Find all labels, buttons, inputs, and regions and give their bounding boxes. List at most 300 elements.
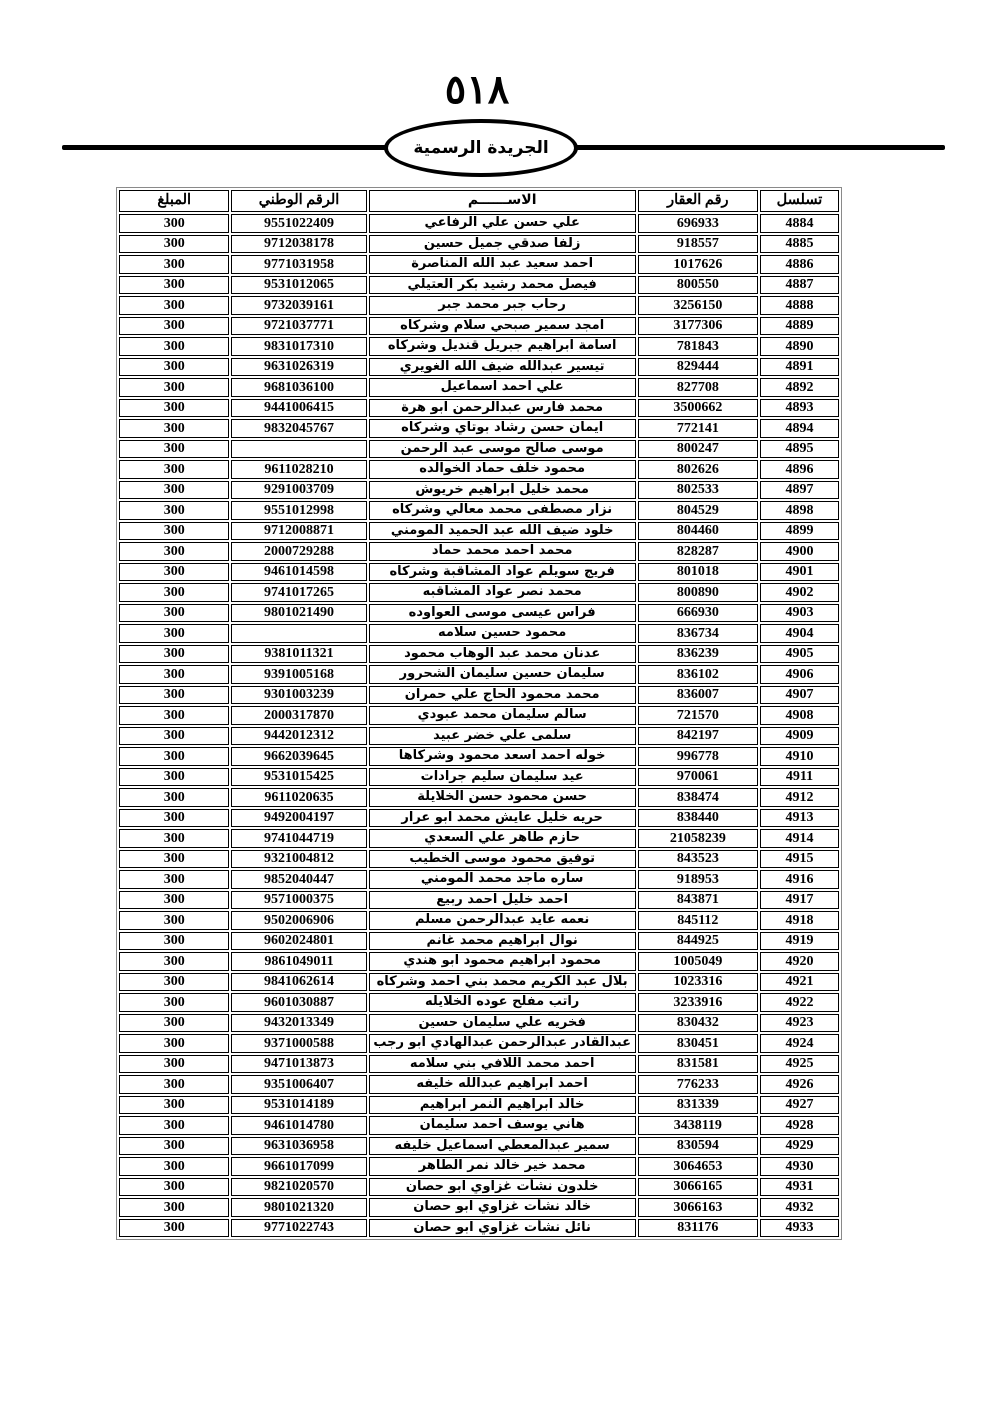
cell-national-number: 9631036958 [231, 1137, 366, 1156]
cell-national-number: 9832045767 [231, 419, 366, 438]
table-row [119, 891, 839, 910]
cell-amount: 300 [119, 317, 229, 336]
cell-amount: 300 [119, 870, 229, 889]
table-header-row [119, 190, 839, 212]
table-row [119, 501, 839, 520]
cell-name: محمود حسين سلامه [369, 624, 636, 643]
cell-amount: 300 [119, 1198, 229, 1217]
cell-amount: 300 [119, 747, 229, 766]
records-table [116, 187, 842, 1240]
table-row [119, 686, 839, 705]
cell-serial: 4917 [760, 891, 839, 910]
cell-national-number: 9301003239 [231, 686, 366, 705]
table-row [119, 747, 839, 766]
cell-name: احمد سعيد عبد الله المناصرة [369, 255, 636, 274]
cell-serial: 4901 [760, 563, 839, 582]
table-row [119, 932, 839, 951]
cell-property-number: 838440 [638, 809, 758, 828]
table-row [119, 440, 839, 459]
cell-property-number: 836007 [638, 686, 758, 705]
cell-name: رحاب جبر محمد جبر [369, 296, 636, 315]
cell-serial: 4896 [760, 460, 839, 479]
cell-national-number: 9741044719 [231, 829, 366, 848]
cell-amount: 300 [119, 460, 229, 479]
cell-amount: 300 [119, 911, 229, 930]
cell-serial: 4915 [760, 850, 839, 869]
header-national-number: الرقم الوطني [231, 190, 366, 212]
cell-national-number: 9531015425 [231, 768, 366, 787]
cell-name: محمد محمود الحاج علي حمران [369, 686, 636, 705]
table-row [119, 1055, 839, 1074]
cell-serial: 4914 [760, 829, 839, 848]
cell-property-number: 800247 [638, 440, 758, 459]
cell-name: عبدالقادر عبدالرحمن عبدالهادي ابو رجب [369, 1034, 636, 1053]
cell-amount: 300 [119, 1219, 229, 1238]
cell-serial: 4925 [760, 1055, 839, 1074]
cell-amount: 300 [119, 932, 229, 951]
cell-national-number: 9371000588 [231, 1034, 366, 1053]
cell-name: محمد احمد محمد حماد [369, 542, 636, 561]
cell-serial: 4903 [760, 604, 839, 623]
cell-name: راتب مفلح عوده الخلايله [369, 993, 636, 1012]
cell-serial: 4909 [760, 727, 839, 746]
cell-property-number: 800890 [638, 583, 758, 602]
cell-property-number: 831581 [638, 1055, 758, 1074]
cell-property-number: 970061 [638, 768, 758, 787]
cell-name: خالد نشأت غزاوي ابو حصان [369, 1198, 636, 1217]
table-row [119, 378, 839, 397]
table-row [119, 1219, 839, 1238]
table-row [119, 727, 839, 746]
cell-property-number: 830594 [638, 1137, 758, 1156]
cell-national-number: 9291003709 [231, 481, 366, 500]
cell-serial: 4894 [760, 419, 839, 438]
cell-national-number: 9662039645 [231, 747, 366, 766]
cell-property-number: 3256150 [638, 296, 758, 315]
cell-serial: 4884 [760, 214, 839, 233]
cell-property-number: 830451 [638, 1034, 758, 1053]
cell-name: ايمان حسن رشاد بوتاي وشركاه [369, 419, 636, 438]
header-serial: تسلسل [760, 190, 839, 212]
cell-national-number: 9492004197 [231, 809, 366, 828]
table-row [119, 1116, 839, 1135]
cell-property-number: 830432 [638, 1014, 758, 1033]
cell-property-number: 836734 [638, 624, 758, 643]
cell-name: فراس عيسى موسى العواوده [369, 604, 636, 623]
cell-name: عدنان محمد عبد الوهاب محمود [369, 645, 636, 664]
cell-property-number: 696933 [638, 214, 758, 233]
cell-national-number: 9601030887 [231, 993, 366, 1012]
cell-amount: 300 [119, 829, 229, 848]
cell-national-number: 9801021490 [231, 604, 366, 623]
cell-serial: 4932 [760, 1198, 839, 1217]
cell-serial: 4905 [760, 645, 839, 664]
cell-amount: 300 [119, 501, 229, 520]
cell-national-number: 9661017099 [231, 1157, 366, 1176]
cell-serial: 4916 [760, 870, 839, 889]
cell-amount: 300 [119, 378, 229, 397]
cell-national-number: 9321004812 [231, 850, 366, 869]
cell-amount: 300 [119, 1014, 229, 1033]
cell-property-number: 831176 [638, 1219, 758, 1238]
table-row [119, 973, 839, 992]
table-row [119, 1075, 839, 1094]
cell-serial: 4913 [760, 809, 839, 828]
cell-name: نعمه عايد عبدالرحمن مسلم [369, 911, 636, 930]
cell-national-number: 9351006407 [231, 1075, 366, 1094]
cell-national-number: 9771022743 [231, 1219, 366, 1238]
cell-serial: 4904 [760, 624, 839, 643]
cell-national-number: 9381011321 [231, 645, 366, 664]
table-row [119, 255, 839, 274]
cell-amount: 300 [119, 973, 229, 992]
cell-national-number: 9391005168 [231, 665, 366, 684]
cell-amount: 300 [119, 624, 229, 643]
cell-amount: 300 [119, 1178, 229, 1197]
cell-property-number: 836102 [638, 665, 758, 684]
table-row [119, 235, 839, 254]
cell-name: زلفا صدقي جميل حسين [369, 235, 636, 254]
table-row [119, 952, 839, 971]
table-row [119, 1096, 839, 1115]
cell-name: نزار مصطفى محمد معالي وشركاه [369, 501, 636, 520]
cell-amount: 300 [119, 952, 229, 971]
cell-national-number: 9741017265 [231, 583, 366, 602]
cell-serial: 4918 [760, 911, 839, 930]
table-row [119, 911, 839, 930]
table-row [119, 604, 839, 623]
cell-name: سمير عبدالمعطي اسماعيل خليفه [369, 1137, 636, 1156]
cell-national-number: 9571000375 [231, 891, 366, 910]
cell-name: خوله احمد اسعد محمود وشركاها [369, 747, 636, 766]
cell-property-number: 3066165 [638, 1178, 758, 1197]
cell-serial: 4899 [760, 522, 839, 541]
cell-amount: 300 [119, 891, 229, 910]
table-row [119, 1198, 839, 1217]
cell-property-number: 3177306 [638, 317, 758, 336]
cell-serial: 4893 [760, 399, 839, 418]
cell-property-number: 3233916 [638, 993, 758, 1012]
cell-name: محمود ابراهيم محمود ابو هندي [369, 952, 636, 971]
table-row [119, 563, 839, 582]
cell-name: خلود ضيف الله عبد الحميد المومني [369, 522, 636, 541]
cell-property-number: 802533 [638, 481, 758, 500]
table-row [119, 522, 839, 541]
cell-name: فيصل محمد رشيد بكر العتيلي [369, 276, 636, 295]
table-row [119, 850, 839, 869]
cell-national-number: 9551022409 [231, 214, 366, 233]
cell-serial: 4930 [760, 1157, 839, 1176]
gazette-banner-label: الجريدة الرسمية [413, 138, 549, 158]
cell-serial: 4907 [760, 686, 839, 705]
cell-serial: 4931 [760, 1178, 839, 1197]
cell-amount: 300 [119, 235, 229, 254]
cell-property-number: 843523 [638, 850, 758, 869]
cell-name: سالم سليمان محمد عبودي [369, 706, 636, 725]
cell-serial: 4886 [760, 255, 839, 274]
cell-property-number: 836239 [638, 645, 758, 664]
table-row [119, 993, 839, 1012]
table-row [119, 829, 839, 848]
cell-amount: 300 [119, 706, 229, 725]
table-row [119, 870, 839, 889]
cell-amount: 300 [119, 1137, 229, 1156]
table-row [119, 542, 839, 561]
cell-national-number: 9771031958 [231, 255, 366, 274]
cell-national-number: 9721037771 [231, 317, 366, 336]
cell-serial: 4902 [760, 583, 839, 602]
cell-name: نوال ابراهيم محمد غانم [369, 932, 636, 951]
cell-national-number: 9831017310 [231, 337, 366, 356]
cell-property-number: 800550 [638, 276, 758, 295]
cell-name: علي حسن علي الرفاعي [369, 214, 636, 233]
table-row [119, 624, 839, 643]
table-row [119, 1014, 839, 1033]
header-name: الاســــــم [369, 190, 636, 212]
cell-serial: 4910 [760, 747, 839, 766]
cell-amount: 300 [119, 809, 229, 828]
cell-serial: 4892 [760, 378, 839, 397]
cell-property-number: 801018 [638, 563, 758, 582]
cell-serial: 4928 [760, 1116, 839, 1135]
cell-name: محمد فارس عبدالرحمن ابو هرة [369, 399, 636, 418]
cell-serial: 4911 [760, 768, 839, 787]
cell-serial: 4889 [760, 317, 839, 336]
cell-serial: 4912 [760, 788, 839, 807]
cell-property-number: 3064653 [638, 1157, 758, 1176]
table-row [119, 460, 839, 479]
table-row [119, 399, 839, 418]
cell-amount: 300 [119, 358, 229, 377]
table-row [119, 419, 839, 438]
cell-property-number: 3066163 [638, 1198, 758, 1217]
cell-name: فخريه علي سليمان حسين [369, 1014, 636, 1033]
cell-name: محمد نصر عواد المشاقبه [369, 583, 636, 602]
cell-property-number: 996778 [638, 747, 758, 766]
cell-amount: 300 [119, 1157, 229, 1176]
table-row [119, 358, 839, 377]
cell-serial: 4908 [760, 706, 839, 725]
table-body [119, 214, 839, 1237]
cell-national-number: 9531014189 [231, 1096, 366, 1115]
cell-property-number: 842197 [638, 727, 758, 746]
cell-property-number: 3438119 [638, 1116, 758, 1135]
cell-serial: 4885 [760, 235, 839, 254]
cell-serial: 4900 [760, 542, 839, 561]
cell-national-number [231, 440, 366, 459]
cell-name: اسامة ابراهيم جبريل قنديل وشركاه [369, 337, 636, 356]
cell-property-number: 918953 [638, 870, 758, 889]
cell-amount: 300 [119, 563, 229, 582]
cell-name: احمد ابراهيم عبدالله خليفه [369, 1075, 636, 1094]
cell-name: خالد ابراهيم النمر ابراهيم [369, 1096, 636, 1115]
cell-name: موسى صالح موسى عبد الرحمن [369, 440, 636, 459]
cell-national-number: 9841062614 [231, 973, 366, 992]
cell-national-number: 9681036100 [231, 378, 366, 397]
cell-property-number: 21058239 [638, 829, 758, 848]
cell-property-number: 781843 [638, 337, 758, 356]
cell-property-number: 918557 [638, 235, 758, 254]
cell-national-number: 9432013349 [231, 1014, 366, 1033]
table-row [119, 645, 839, 664]
cell-property-number: 721570 [638, 706, 758, 725]
cell-amount: 300 [119, 788, 229, 807]
cell-national-number: 9471013873 [231, 1055, 366, 1074]
cell-serial: 4923 [760, 1014, 839, 1033]
cell-property-number: 804529 [638, 501, 758, 520]
cell-amount: 300 [119, 399, 229, 418]
cell-serial: 4926 [760, 1075, 839, 1094]
cell-name: عيد سليمان سليم جرادات [369, 768, 636, 787]
cell-name: محمد خير خالد نمر الطاهر [369, 1157, 636, 1176]
cell-national-number: 9551012998 [231, 501, 366, 520]
cell-property-number: 1023316 [638, 973, 758, 992]
cell-property-number: 802626 [638, 460, 758, 479]
cell-name: احمد محمد اللافي بني سلامه [369, 1055, 636, 1074]
cell-national-number: 9732039161 [231, 296, 366, 315]
table-row [119, 706, 839, 725]
table-row [119, 214, 839, 233]
gazette-banner [384, 119, 578, 177]
cell-property-number: 1017626 [638, 255, 758, 274]
cell-property-number: 844925 [638, 932, 758, 951]
cell-name: امجد سمير صبحي سلام وشركاه [369, 317, 636, 336]
cell-amount: 300 [119, 1075, 229, 1094]
cell-property-number: 845112 [638, 911, 758, 930]
cell-national-number: 2000317870 [231, 706, 366, 725]
cell-amount: 300 [119, 993, 229, 1012]
cell-amount: 300 [119, 850, 229, 869]
cell-property-number: 838474 [638, 788, 758, 807]
cell-name: فريج سويلم عواد المشاقبة وشركاه [369, 563, 636, 582]
cell-serial: 4919 [760, 932, 839, 951]
cell-name: نائل نشأت غزاوي ابو حصان [369, 1219, 636, 1238]
cell-property-number: 843871 [638, 891, 758, 910]
cell-serial: 4906 [760, 665, 839, 684]
cell-national-number: 9611020635 [231, 788, 366, 807]
cell-serial: 4924 [760, 1034, 839, 1053]
cell-national-number: 9712008871 [231, 522, 366, 541]
table-row [119, 1157, 839, 1176]
cell-name: تيسير عبدالله ضيف الله الغويري [369, 358, 636, 377]
cell-amount: 300 [119, 1055, 229, 1074]
cell-amount: 300 [119, 276, 229, 295]
cell-serial: 4921 [760, 973, 839, 992]
cell-amount: 300 [119, 665, 229, 684]
cell-national-number: 9602024801 [231, 932, 366, 951]
cell-property-number: 3500662 [638, 399, 758, 418]
cell-national-number: 9531012065 [231, 276, 366, 295]
cell-amount: 300 [119, 419, 229, 438]
cell-name: ساره ماجد محمد المومني [369, 870, 636, 889]
cell-national-number: 9712038178 [231, 235, 366, 254]
cell-property-number: 1005049 [638, 952, 758, 971]
cell-amount: 300 [119, 583, 229, 602]
table-row [119, 809, 839, 828]
cell-amount: 300 [119, 645, 229, 664]
cell-serial: 4895 [760, 440, 839, 459]
cell-national-number [231, 624, 366, 643]
table-row [119, 276, 839, 295]
cell-national-number: 9441006415 [231, 399, 366, 418]
table-row [119, 583, 839, 602]
cell-national-number: 9861049011 [231, 952, 366, 971]
cell-name: احمد خليل احمد ربيع [369, 891, 636, 910]
cell-amount: 300 [119, 481, 229, 500]
cell-amount: 300 [119, 440, 229, 459]
cell-serial: 4891 [760, 358, 839, 377]
cell-property-number: 666930 [638, 604, 758, 623]
cell-amount: 300 [119, 337, 229, 356]
cell-property-number: 827708 [638, 378, 758, 397]
cell-name: خلدون نشأت غزاوي ابو حصان [369, 1178, 636, 1197]
cell-amount: 300 [119, 255, 229, 274]
cell-serial: 4898 [760, 501, 839, 520]
cell-name: سلمى علي خضر عبيد [369, 727, 636, 746]
cell-serial: 4888 [760, 296, 839, 315]
table-row [119, 788, 839, 807]
cell-national-number: 9442012312 [231, 727, 366, 746]
header-amount: المبلغ [119, 190, 229, 212]
cell-name: حسن محمود حسن الخلايلة [369, 788, 636, 807]
header-property-number: رقم العقار [638, 190, 758, 212]
cell-amount: 300 [119, 604, 229, 623]
table-row [119, 1137, 839, 1156]
cell-name: بلال عبد الكريم محمد بني احمد وشركاه [369, 973, 636, 992]
cell-national-number: 9502006906 [231, 911, 366, 930]
cell-amount: 300 [119, 686, 229, 705]
cell-amount: 300 [119, 1096, 229, 1115]
cell-national-number: 9631026319 [231, 358, 366, 377]
cell-national-number: 9801021320 [231, 1198, 366, 1217]
cell-serial: 4920 [760, 952, 839, 971]
cell-name: محمود خلف حماد الخوالده [369, 460, 636, 479]
cell-name: حريه خليل عايش محمد ابو عرار [369, 809, 636, 828]
cell-name: سليمان حسين سليمان الشحرور [369, 665, 636, 684]
cell-property-number: 831339 [638, 1096, 758, 1115]
cell-serial: 4927 [760, 1096, 839, 1115]
cell-property-number: 828287 [638, 542, 758, 561]
cell-name: علي احمد اسماعيل [369, 378, 636, 397]
cell-national-number: 9461014780 [231, 1116, 366, 1135]
cell-amount: 300 [119, 296, 229, 315]
cell-national-number: 9461014598 [231, 563, 366, 582]
table-row [119, 665, 839, 684]
cell-amount: 300 [119, 522, 229, 541]
cell-serial: 4922 [760, 993, 839, 1012]
cell-property-number: 829444 [638, 358, 758, 377]
cell-name: توفيق محمود موسى الخطيب [369, 850, 636, 869]
table-row [119, 317, 839, 336]
cell-amount: 300 [119, 768, 229, 787]
cell-property-number: 772141 [638, 419, 758, 438]
cell-name: محمد خليل ابراهيم خريوش [369, 481, 636, 500]
cell-national-number: 9852040447 [231, 870, 366, 889]
table-row [119, 296, 839, 315]
cell-serial: 4929 [760, 1137, 839, 1156]
cell-amount: 300 [119, 1116, 229, 1135]
cell-name: حازم طاهر علي السعدي [369, 829, 636, 848]
cell-property-number: 804460 [638, 522, 758, 541]
cell-amount: 300 [119, 727, 229, 746]
cell-serial: 4933 [760, 1219, 839, 1238]
table-row [119, 768, 839, 787]
page-number: ٥١٨ [444, 67, 510, 112]
cell-name: هاني يوسف احمد سليمان [369, 1116, 636, 1135]
cell-amount: 300 [119, 214, 229, 233]
cell-property-number: 776233 [638, 1075, 758, 1094]
cell-serial: 4887 [760, 276, 839, 295]
